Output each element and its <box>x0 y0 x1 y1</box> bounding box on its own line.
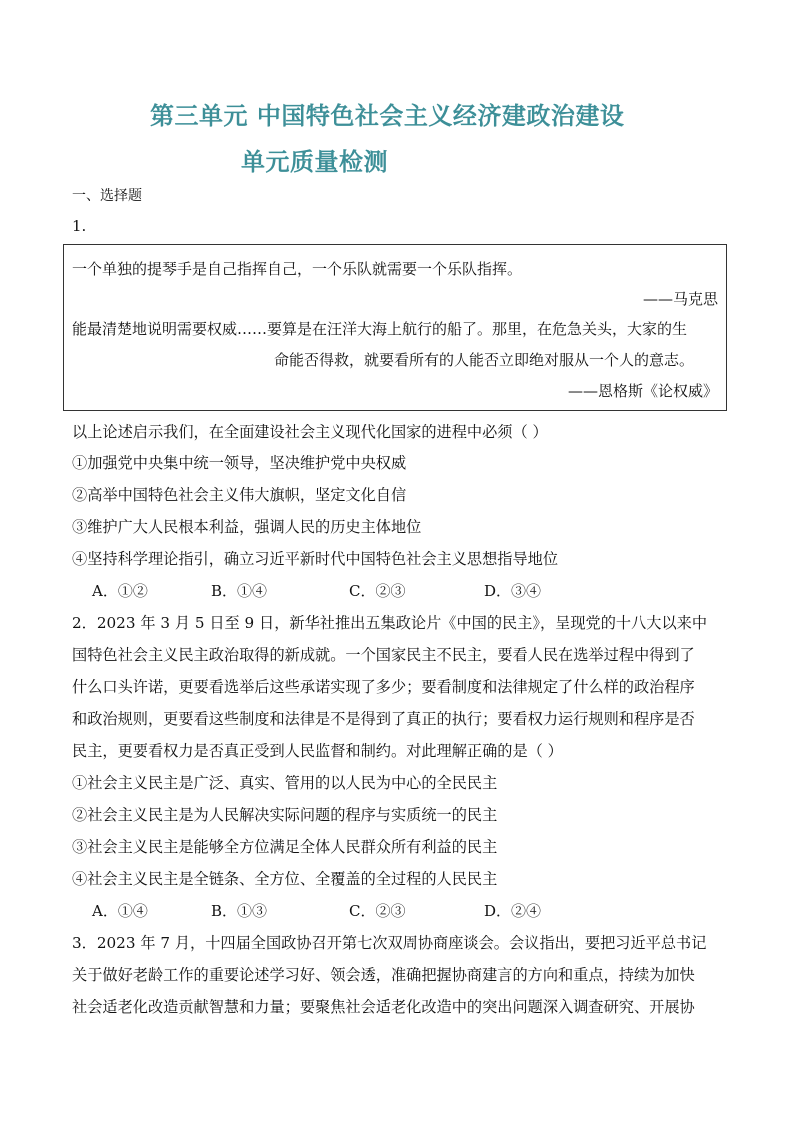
quote-line: 命能否得救，就要看所有的人能否立即绝对服从一个人的意志。 <box>274 351 695 369</box>
page-subtitle: 单元质量检测 <box>241 148 388 176</box>
question-1-item: ③维护广大人民根本利益，强调人民的历史主体地位 <box>72 518 422 536</box>
question-2-line: 2．2023 年 3 月 5 日至 9 日，新华社推出五集政论片《中国的民主》，呈现党的十八大以来中 <box>72 614 708 632</box>
question-2-item: ③社会主义民主是能够全方位满足全体人民群众所有利益的民主 <box>72 838 498 856</box>
question-2-line: 和政治规则，更要看这些制度和法律是不是得到了真正的执行；要看权力运行规则和程序是否 <box>72 710 695 728</box>
question-1-item: ④坚持科学理论指引，确立习近平新时代中国特色社会主义思想指导地位 <box>72 550 558 568</box>
quote-source: ——马克思 <box>642 290 718 308</box>
question-2-line: 什么口头许诺，更要看选举后这些承诺实现了多少；要看制度和法律规定了什么样的政治程序 <box>72 678 695 696</box>
option-d[interactable]: D．③④ <box>484 582 542 600</box>
option-b[interactable]: B．①④ <box>211 582 268 600</box>
question-1-item: ①加强党中央集中统一领导，坚决维护党中央权威 <box>72 454 407 472</box>
question-1-stem: 以上论述启示我们，在全面建设社会主义现代化国家的进程中必须（ ） <box>72 423 548 441</box>
quote-line: 一个单独的提琴手是自己指挥自己，一个乐队就需要一个乐队指挥。 <box>72 260 523 278</box>
option-a[interactable]: A．①② <box>92 582 148 600</box>
question-2-line: 国特色社会主义民主政治取得的新成就。一个国家民主不民主，要看人民在选举过程中得到了 <box>72 646 695 664</box>
question-2-item: ④社会主义民主是全链条、全方位、全覆盖的全过程的人民民主 <box>72 870 498 888</box>
question-2-item: ①社会主义民主是广泛、真实、管用的以人民为中心的全民民主 <box>72 774 498 792</box>
question-3-line: 社会适老化改造贡献智慧和力量；要聚焦社会适老化改造中的突出问题深入调查研究、开展协 <box>72 998 695 1016</box>
quote-line: 能最清楚地说明需要权威……要算是在汪洋大海上航行的船了。那里，在危急关头，大家的生 <box>72 320 688 338</box>
option-c[interactable]: C．②③ <box>349 902 406 920</box>
quote-box <box>63 244 727 411</box>
option-a[interactable]: A．①④ <box>92 902 148 920</box>
option-d[interactable]: D．②④ <box>484 902 542 920</box>
question-1-item: ②高举中国特色社会主义伟大旗帜，坚定文化自信 <box>72 486 407 504</box>
question-2-item: ②社会主义民主是为人民解决实际问题的程序与实质统一的民主 <box>72 806 498 824</box>
quote-source: ——恩格斯《论权威》 <box>567 382 718 400</box>
option-c[interactable]: C．②③ <box>349 582 406 600</box>
question-1-number: 1. <box>72 217 87 235</box>
section-heading: 一、选择题 <box>72 188 142 204</box>
question-3-line: 关于做好老龄工作的重要论述学习好、领会透，准确把握协商建言的方向和重点，持续为加快 <box>72 966 695 984</box>
option-b[interactable]: B．①③ <box>211 902 268 920</box>
question-3-line: 3．2023 年 7 月，十四届全国政协召开第七次双周协商座谈会。会议指出，要把习近平总书记 <box>72 934 707 952</box>
page-title: 第三单元 中国特色社会主义经济建政治建设 <box>150 102 625 130</box>
question-2-line: 民主，更要看权力是否真正受到人民监督和制约。对此理解正确的是（ ） <box>72 742 563 760</box>
